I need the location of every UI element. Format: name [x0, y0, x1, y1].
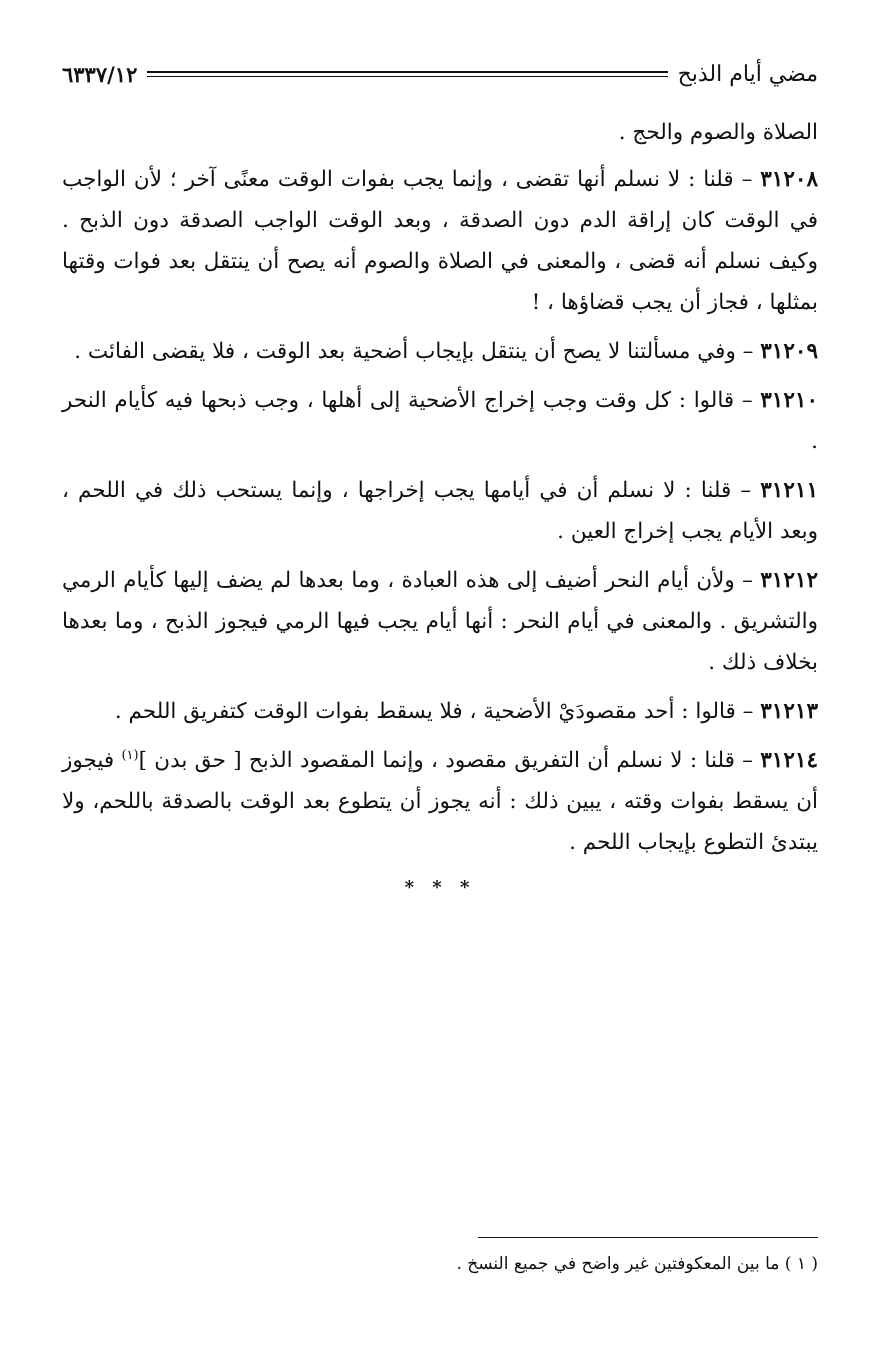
- paragraph-text: – وفي مسألتنا لا يصح أن ينتقل بإيجاب أضحية بعد الوقت ، فلا يقضى الفائت .: [74, 339, 761, 364]
- paragraph-31214: [62, 740, 818, 863]
- section-separator: * * *: [404, 877, 476, 898]
- footnote-divider: [478, 1237, 818, 1238]
- paragraph-number: ٣١٢٠٨: [760, 167, 818, 192]
- paragraph-continuation: [62, 112, 818, 153]
- paragraph-number: ٣١٢٠٩: [760, 339, 818, 364]
- paragraph-text: – قالوا : أحد مقصودَيْ الأضحية ، فلا يسقط بفوات الوقت كتفريق اللحم .: [114, 699, 761, 724]
- paragraph-text-continued: فيجوز أن يسقط بفوات وقته ، يبين ذلك : أنه يجوز أن يتطوع بعد الوقت بالصدقة باللحم، ولا يبتدئ التطوع بإيجاب اللحم .: [62, 748, 818, 855]
- paragraph-31209: [62, 331, 818, 372]
- paragraph-number: ٣١٢١٣: [760, 699, 818, 724]
- footnote-reference[interactable]: (١): [121, 747, 139, 763]
- paragraph-31210: [62, 380, 818, 462]
- paragraph-text: – ولأن أيام النحر أضيف إلى هذه العبادة ، وما بعدها لم يضف إليها كأيام الرمي والتشريق . والمعنى في أيام النحر : أنها أيام يجب فيها الرمي فيجوز الذبح ، وما بعدها بخلاف ذلك .: [62, 568, 818, 675]
- page-reference: ٦٣٣٧/١٢: [62, 61, 138, 87]
- paragraph-text: – قلنا : لا نسلم أنها تقضى ، وإنما يجب بفوات الوقت معنًى آخر ؛ لأن الواجب في الوقت كان إراقة الدم دون الصدقة ، وبعد الوقت الواجب الصدقة دون الذبح . وكيف نسلم أنه قضى ، والمعنى في الصلاة والصوم أنه يصح أن ينتقل بعد فوات وقتها بمثلها ، فجاز أن يجب قضاؤها ، !: [62, 167, 818, 315]
- paragraph-31213: [62, 691, 818, 732]
- document-page: [62, 52, 818, 1342]
- header-rule: [147, 71, 667, 77]
- paragraph-number: ٣١٢١٠: [760, 388, 818, 413]
- paragraph-number: ٣١٢١٢: [760, 568, 818, 593]
- running-title: مضي أيام الذبح: [677, 61, 818, 87]
- page-header: [62, 52, 818, 96]
- footnote: ( ١ ) ما بين المعكوفتين غير واضح في جميع النسخ .: [456, 1254, 818, 1274]
- paragraph-text: – قلنا : لا نسلم أن في أيامها يجب إخراجها ، وإنما يستحب ذلك في اللحم ، وبعد الأيام يجب إخراج العين .: [62, 478, 818, 544]
- paragraph-31212: [62, 560, 818, 683]
- paragraph-31208: [62, 159, 818, 323]
- paragraph-text: – قلنا : لا نسلم أن التفريق مقصود ، وإنما المقصود الذبح [ حق بدن ]: [138, 748, 761, 773]
- paragraph-text: – قالوا : كل وقت وجب إخراج الأضحية إلى أهلها ، وجب ذبحها فيه كأيام النحر .: [62, 388, 818, 454]
- paragraph-31211: [62, 470, 818, 552]
- paragraph-number: ٣١٢١٤: [760, 748, 818, 773]
- paragraph-text: الصلاة والصوم والحج .: [618, 120, 818, 145]
- paragraph-number: ٣١٢١١: [760, 478, 818, 503]
- body-text: [62, 112, 818, 898]
